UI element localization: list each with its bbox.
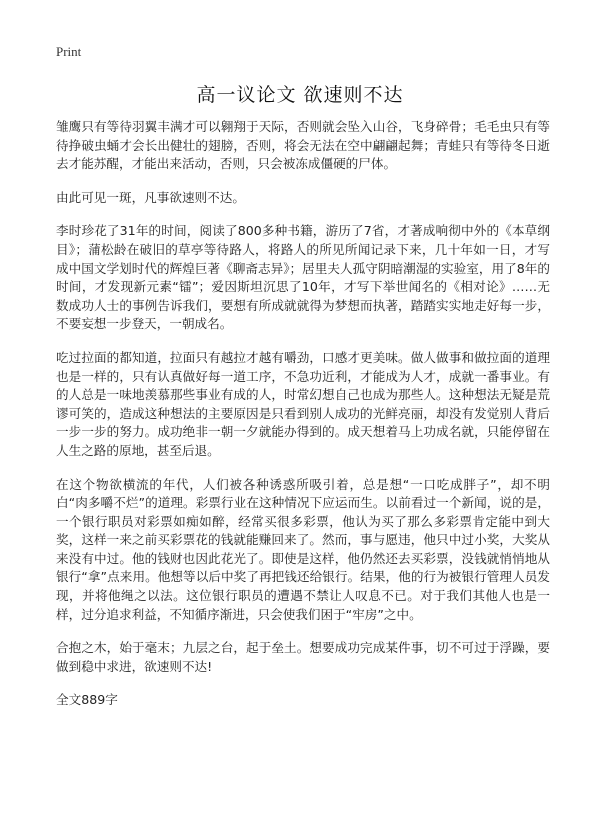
page-title: 高一议论文 欲速则不达 xyxy=(196,84,404,106)
paragraph-4: 吃过拉面的都知道，拉面只有越拉才越有嚼劲，口感才更美味。做人做事和做拉面的道理也是一样的，只有认真做好每一道工序，不急功近利，才能成为人才，成就一番事业。有的人总是一味地羡慕那些事业有成的人，时常幻想自己也成为那些人。这种想法无疑是荒谬可笑的，造成这种想法的主要原因是只看到别人成功的光鲜亮丽，却没有发觉别人背后一步一步的努力。成功绝非一朝一夕就能办得到的。成天想着马上功成名就，只能停留在人生之路的原地，甚至后退。 xyxy=(56,349,550,458)
print-link[interactable]: Print xyxy=(56,44,82,59)
paragraph-1: 雏鹰只有等待羽翼丰满才可以翱翔于天际，否则就会坠入山谷，飞身碎骨；毛毛虫只有等待挣破虫蛹才会长出健壮的翅膀，否则，将会无法在空中翩翩起舞；青蛙只有等待冬日逝去才能苏醒，才能出来活动，否则，只会被冻成僵硬的尸体。 xyxy=(56,119,550,172)
paragraph-6: 合抱之木，始于毫末；九层之台，起于垒土。想要成功完成某件事，切不可过于浮躁，要做到稳中求进，欲速则不达! xyxy=(56,640,550,674)
paragraph-2: 由此可见一斑，凡事欲速则不达。 xyxy=(56,189,245,205)
article-body xyxy=(56,118,550,709)
paragraph-3: 李时珍花了31年的时间，阅读了800多种书籍，游历了7省，才著成响彻中外的《本草纲目》；蒲松龄在破旧的草亭等待路人，将路人的所见所闻记录下来，几十年如一日，才写成中国文学划时代的辉煌巨著《聊斋志异》；居里夫人孤守阴暗潮湿的实验室，用了8年的时间，才发现新元素“镭”；爱因斯坦沉思了10年，才写下举世闻名的《相对论》……无数成功人士的事例告诉我们，要想有所成就就得为梦想而执著，踏踏实实地走好每一步，不要妄想一步登天，一朝成名。 xyxy=(56,223,550,332)
paragraph-5: 在这个物欲横流的年代，人们被各种诱惑所吸引着，总是想“一口吃成胖子”，却不明白“肉多嚼不烂”的道理。彩票行业在这种情况下应运而生。以前看过一个新闻，说的是，一个银行职员对彩票如痴如醉，经常买很多彩票，他认为买了那么多彩票肯定能中到大奖，这样一来之前买彩票花的钱就能赚回来了。然而，事与愿违，他只中过小奖，大奖从来没有中过。他的钱财也因此花光了。即使是这样，他仍然还去买彩票，没钱就悄悄地从银行“拿”点来用。他想等以后中奖了再把钱还给银行。结果，他的行为被银行管理人员发现，并将他绳之以法。这位银行职员的遭遇不禁让人叹息不已。对于我们其他人也是一样，过分追求利益，不知循序渐进，只会使我们困于“牢房”之中。 xyxy=(56,476,550,622)
word-count: 全文889字 xyxy=(56,692,118,708)
